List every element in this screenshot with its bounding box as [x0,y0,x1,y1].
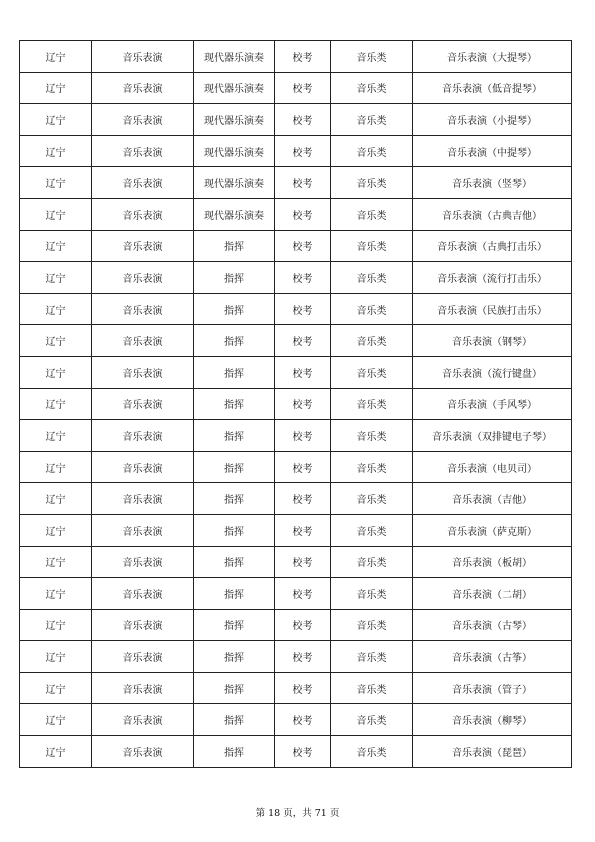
direction-cell: 指挥 [194,293,275,325]
province-cell: 辽宁 [20,356,92,388]
province-cell: 辽宁 [20,230,92,262]
direction-cell: 指挥 [194,609,275,641]
major-cell: 音乐表演 [92,230,194,262]
direction-cell: 现代器乐演奏 [194,41,275,73]
province-cell: 辽宁 [20,41,92,73]
exam-subject-cell: 音乐表演（管子） [413,672,572,704]
major-cell: 音乐表演 [92,41,194,73]
exam-subject-cell: 音乐表演（柳琴） [413,704,572,736]
direction-cell: 指挥 [194,262,275,294]
table-body [20,41,572,768]
direction-cell: 指挥 [194,483,275,515]
table-row [20,72,572,104]
exam-type-cell: 校考 [275,388,331,420]
major-cell: 音乐表演 [92,198,194,230]
category-cell: 音乐类 [331,293,413,325]
category-cell: 音乐类 [331,325,413,357]
major-cell: 音乐表演 [92,451,194,483]
category-cell: 音乐类 [331,704,413,736]
exam-type-cell: 校考 [275,41,331,73]
major-cell: 音乐表演 [92,704,194,736]
exam-subject-cell: 音乐表演（手风琴） [413,388,572,420]
table-row [20,262,572,294]
direction-cell: 指挥 [194,672,275,704]
exam-subject-cell: 音乐表演（琵琶） [413,736,572,768]
major-cell: 音乐表演 [92,72,194,104]
direction-cell: 指挥 [194,641,275,673]
exam-type-cell: 校考 [275,704,331,736]
exam-subject-cell: 音乐表演（古琴） [413,609,572,641]
table-row [20,356,572,388]
table-row [20,420,572,452]
category-cell: 音乐类 [331,198,413,230]
exam-type-cell: 校考 [275,546,331,578]
exam-type-cell: 校考 [275,198,331,230]
table-row [20,483,572,515]
table-row [20,104,572,136]
province-cell: 辽宁 [20,736,92,768]
exam-subject-cell: 音乐表演（民族打击乐） [413,293,572,325]
category-cell: 音乐类 [331,672,413,704]
exam-type-cell: 校考 [275,578,331,610]
exam-type-cell: 校考 [275,262,331,294]
direction-cell: 指挥 [194,704,275,736]
exam-subject-cell: 音乐表演（大提琴） [413,41,572,73]
major-cell: 音乐表演 [92,293,194,325]
exam-type-cell: 校考 [275,135,331,167]
major-cell: 音乐表演 [92,104,194,136]
major-cell: 音乐表演 [92,578,194,610]
direction-cell: 指挥 [194,546,275,578]
exam-type-cell: 校考 [275,420,331,452]
province-cell: 辽宁 [20,198,92,230]
table-row [20,388,572,420]
table-row [20,704,572,736]
category-cell: 音乐类 [331,135,413,167]
direction-cell: 指挥 [194,325,275,357]
exam-subject-cell: 音乐表演（电贝司） [413,451,572,483]
category-cell: 音乐类 [331,104,413,136]
province-cell: 辽宁 [20,167,92,199]
province-cell: 辽宁 [20,451,92,483]
category-cell: 音乐类 [331,388,413,420]
category-cell: 音乐类 [331,578,413,610]
exam-type-cell: 校考 [275,356,331,388]
direction-cell: 现代器乐演奏 [194,198,275,230]
major-cell: 音乐表演 [92,483,194,515]
category-cell: 音乐类 [331,451,413,483]
direction-cell: 指挥 [194,736,275,768]
province-cell: 辽宁 [20,293,92,325]
table-row [20,609,572,641]
province-cell: 辽宁 [20,72,92,104]
category-cell: 音乐类 [331,736,413,768]
exam-subject-cell: 音乐表演（流行键盘） [413,356,572,388]
admissions-table [19,40,572,768]
exam-type-cell: 校考 [275,672,331,704]
major-cell: 音乐表演 [92,167,194,199]
exam-subject-cell: 音乐表演（低音提琴） [413,72,572,104]
table-row [20,736,572,768]
major-cell: 音乐表演 [92,514,194,546]
direction-cell: 指挥 [194,514,275,546]
major-cell: 音乐表演 [92,135,194,167]
exam-subject-cell: 音乐表演（流行打击乐） [413,262,572,294]
category-cell: 音乐类 [331,230,413,262]
exam-subject-cell: 音乐表演（板胡） [413,546,572,578]
exam-subject-cell: 音乐表演（萨克斯） [413,514,572,546]
table-row [20,293,572,325]
category-cell: 音乐类 [331,609,413,641]
exam-type-cell: 校考 [275,641,331,673]
major-cell: 音乐表演 [92,736,194,768]
province-cell: 辽宁 [20,641,92,673]
table-row [20,451,572,483]
direction-cell: 指挥 [194,578,275,610]
province-cell: 辽宁 [20,704,92,736]
province-cell: 辽宁 [20,325,92,357]
major-cell: 音乐表演 [92,356,194,388]
direction-cell: 现代器乐演奏 [194,72,275,104]
exam-subject-cell: 音乐表演（双排键电子琴） [413,420,572,452]
major-cell: 音乐表演 [92,262,194,294]
direction-cell: 现代器乐演奏 [194,104,275,136]
exam-subject-cell: 音乐表演（二胡） [413,578,572,610]
major-cell: 音乐表演 [92,325,194,357]
table-row [20,41,572,73]
province-cell: 辽宁 [20,420,92,452]
category-cell: 音乐类 [331,167,413,199]
major-cell: 音乐表演 [92,609,194,641]
exam-type-cell: 校考 [275,736,331,768]
province-cell: 辽宁 [20,104,92,136]
province-cell: 辽宁 [20,262,92,294]
exam-subject-cell: 音乐表演（小提琴） [413,104,572,136]
exam-type-cell: 校考 [275,451,331,483]
exam-subject-cell: 音乐表演（吉他） [413,483,572,515]
province-cell: 辽宁 [20,388,92,420]
category-cell: 音乐类 [331,262,413,294]
province-cell: 辽宁 [20,609,92,641]
table-row [20,641,572,673]
table-row [20,135,572,167]
table-row [20,325,572,357]
province-cell: 辽宁 [20,546,92,578]
category-cell: 音乐类 [331,483,413,515]
table-row [20,578,572,610]
direction-cell: 现代器乐演奏 [194,135,275,167]
exam-subject-cell: 音乐表演（竖琴） [413,167,572,199]
direction-cell: 指挥 [194,388,275,420]
direction-cell: 指挥 [194,356,275,388]
table-row [20,198,572,230]
page-footer: 第 18 页，共 71 页 [255,808,340,819]
exam-type-cell: 校考 [275,483,331,515]
category-cell: 音乐类 [331,41,413,73]
exam-type-cell: 校考 [275,230,331,262]
exam-type-cell: 校考 [275,325,331,357]
category-cell: 音乐类 [331,72,413,104]
major-cell: 音乐表演 [92,420,194,452]
exam-type-cell: 校考 [275,609,331,641]
exam-subject-cell: 音乐表演（钢琴） [413,325,572,357]
province-cell: 辽宁 [20,672,92,704]
exam-type-cell: 校考 [275,167,331,199]
major-cell: 音乐表演 [92,672,194,704]
category-cell: 音乐类 [331,514,413,546]
exam-type-cell: 校考 [275,104,331,136]
table-row [20,230,572,262]
province-cell: 辽宁 [20,578,92,610]
category-cell: 音乐类 [331,641,413,673]
direction-cell: 指挥 [194,230,275,262]
exam-type-cell: 校考 [275,293,331,325]
exam-type-cell: 校考 [275,72,331,104]
province-cell: 辽宁 [20,135,92,167]
exam-subject-cell: 音乐表演（古典打击乐） [413,230,572,262]
category-cell: 音乐类 [331,420,413,452]
exam-subject-cell: 音乐表演（中提琴） [413,135,572,167]
table-row [20,672,572,704]
major-cell: 音乐表演 [92,388,194,420]
direction-cell: 指挥 [194,451,275,483]
major-cell: 音乐表演 [92,546,194,578]
exam-subject-cell: 音乐表演（古典吉他） [413,198,572,230]
exam-subject-cell: 音乐表演（古筝） [413,641,572,673]
exam-type-cell: 校考 [275,514,331,546]
table-row [20,167,572,199]
table-row [20,514,572,546]
direction-cell: 现代器乐演奏 [194,167,275,199]
province-cell: 辽宁 [20,483,92,515]
major-cell: 音乐表演 [92,641,194,673]
province-cell: 辽宁 [20,514,92,546]
direction-cell: 指挥 [194,420,275,452]
table-row [20,546,572,578]
category-cell: 音乐类 [331,546,413,578]
category-cell: 音乐类 [331,356,413,388]
